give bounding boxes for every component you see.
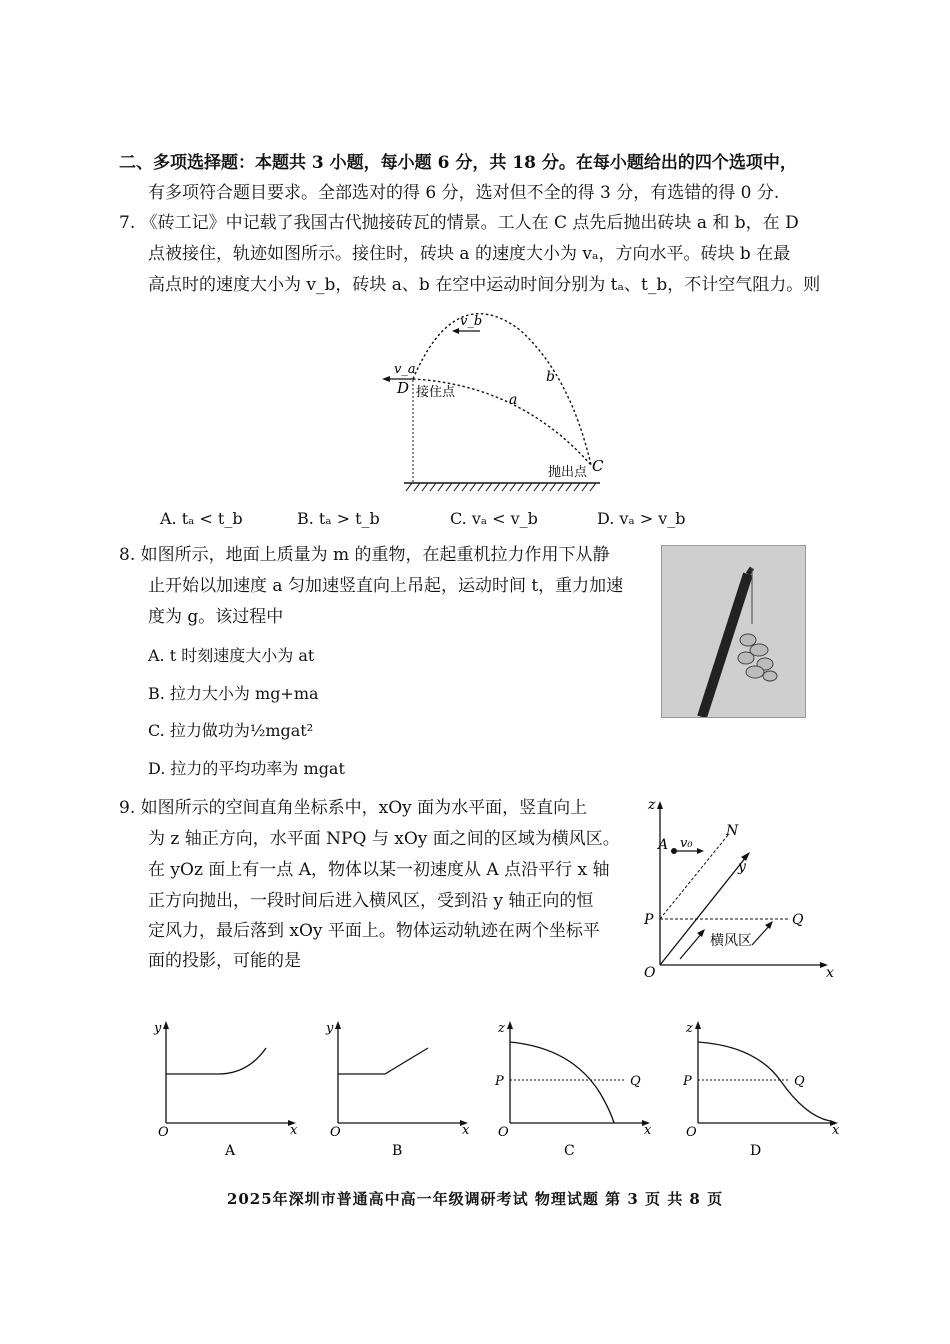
- q9-label-y: y: [738, 859, 746, 875]
- q8-option-d[interactable]: D. 拉力的平均功率为 mgat: [148, 759, 345, 778]
- q7-label-b: b: [546, 369, 555, 385]
- q9-point-A: [671, 848, 677, 854]
- q8-text-line1: 8. 如图所示，地面上质量为 m 的重物，在起重机拉力作用下从静: [119, 545, 610, 565]
- q7-label-catch: 接住点: [416, 385, 456, 400]
- q9-graph-c-Q: Q: [630, 1074, 641, 1089]
- q9-graph-c-P: P: [495, 1074, 504, 1089]
- q9-graph-b[interactable]: [320, 1018, 480, 1163]
- q9-text-line6: 面的投影，可能的是: [148, 951, 301, 971]
- q9-graph-d-zaxis: z: [686, 1021, 693, 1036]
- q9-graph-c[interactable]: [492, 1018, 662, 1163]
- crane-photo: [661, 545, 806, 718]
- q9-graph-d-Q: Q: [794, 1074, 805, 1089]
- q9-label-P: P: [644, 912, 654, 928]
- q7-va-arrow: [382, 376, 390, 382]
- q8-option-a[interactable]: A. t 时刻速度大小为 at: [148, 646, 315, 665]
- q9-graph-a-xaxis: x: [290, 1123, 298, 1138]
- q7-label-va: v_a: [394, 362, 416, 377]
- page-footer: 2025年深圳市普通高中高一年级调研考试 物理试题 第 3 页 共 8 页: [226, 1190, 724, 1208]
- q7-option-b[interactable]: B. tₐ > t_b: [297, 509, 380, 528]
- q9-graph-a-yaxis: y: [154, 1021, 162, 1036]
- q7-option-d[interactable]: D. vₐ > v_b: [597, 509, 686, 528]
- q9-graph-d-curve: [698, 1042, 830, 1121]
- q9-label-O: O: [644, 965, 656, 980]
- q9-text-line1: 9. 如图所示的空间直角坐标系中，xOy 面为水平面，竖直向上: [119, 798, 588, 818]
- q9-graph-d-label: D: [750, 1143, 762, 1159]
- q9-graph-a[interactable]: [148, 1018, 308, 1163]
- q9-label-A: A: [658, 837, 669, 853]
- q9-text-line3: 在 yOz 面上有一点 A，物体以某一初速度从 A 点沿平行 x 轴: [148, 860, 610, 880]
- q7-trajectory-figure: [370, 305, 620, 495]
- q9-graph-a-curve: [166, 1048, 266, 1074]
- q9-graph-c-zaxis: z: [498, 1021, 505, 1036]
- q8-option-b[interactable]: B. 拉力大小为 mg+ma: [148, 684, 319, 703]
- q9-label-Q: Q: [792, 912, 804, 928]
- section-heading-line1: [119, 152, 797, 174]
- q7-label-a: a: [509, 392, 518, 408]
- q7-text-line2: 点被接住，轨迹如图所示。接住时，砖块 a 的速度大小为 vₐ，方向水平。砖块 b 在最: [148, 244, 791, 264]
- q9-label-z: z: [648, 797, 656, 813]
- q8-text-line3: 度为 g。该过程中: [148, 607, 284, 627]
- q9-graph-c-curve: [510, 1042, 614, 1123]
- q9-graph-c-xaxis: x: [644, 1123, 652, 1138]
- q9-graph-a-origin: O: [158, 1125, 169, 1140]
- q9-graph-c-label: C: [564, 1143, 575, 1159]
- q9-graph-d-xaxis: x: [832, 1123, 840, 1138]
- q9-graph-b-origin: O: [330, 1125, 341, 1140]
- q7-vb-arrow: [452, 328, 459, 334]
- q9-text-line2: 为 z 轴正方向，水平面 NPQ 与 xOy 面之间的区域为横风区。: [148, 829, 620, 849]
- section-heading-line2: 有多项符合题目要求。全部选对的得 6 分，选对但不全的得 3 分，有选错的得 0 分.: [148, 183, 780, 203]
- q7-option-c[interactable]: C. vₐ < v_b: [450, 509, 538, 528]
- q7-label-D: D: [397, 379, 410, 397]
- q9-coordinate-figure: [640, 795, 840, 980]
- q9-label-x: x: [826, 965, 834, 980]
- q9-graph-b-xaxis: x: [462, 1123, 470, 1138]
- q8-text-line2: 止开始以加速度 a 匀加速竖直向上吊起，运动时间 t，重力加速: [148, 576, 624, 596]
- q7-text-line1: 7. 《砖工记》中记载了我国古代抛接砖瓦的情景。工人在 C 点先后抛出砖块 a 和 b，在 D: [119, 213, 799, 233]
- q7-label-C: C: [592, 457, 604, 475]
- section-title: 二、多项选择题：本题共 3 小题，每小题 6 分，共 18 分。在每小题给出的四个选项中，: [119, 153, 797, 173]
- q9-graph-c-origin: O: [498, 1125, 509, 1140]
- q9-graph-a-label: A: [225, 1143, 236, 1159]
- q9-graph-d-origin: O: [686, 1125, 697, 1140]
- q9-label-v0: v₀: [680, 836, 693, 851]
- q9-label-zone: 横风区: [710, 933, 752, 949]
- q9-text-line4: 正方向抛出，一段时间后进入横风区，受到沿 y 轴正向的恒: [148, 891, 594, 911]
- q7-option-a[interactable]: A. tₐ < t_b: [160, 509, 243, 528]
- q7-label-vb: v_b: [460, 314, 483, 329]
- q8-option-c[interactable]: C. 拉力做功为½mgat²: [148, 721, 314, 740]
- q9-label-N: N: [726, 823, 739, 839]
- q9-graph-d-P: P: [683, 1074, 692, 1089]
- q9-graph-b-curve: [338, 1048, 428, 1074]
- q7-text-line3: 高点时的速度大小为 v_b，砖块 a、b 在空中运动时间分别为 tₐ、t_b，不计空气阻力。则: [148, 275, 821, 295]
- q9-text-line5: 定风力，最后落到 xOy 平面上。物体运动轨迹在两个坐标平: [148, 921, 600, 941]
- q9-graph-b-yaxis: y: [326, 1021, 334, 1036]
- q9-graph-d[interactable]: [680, 1018, 850, 1163]
- q9-graph-b-label: B: [392, 1143, 403, 1159]
- q7-label-throw: 抛出点: [548, 465, 588, 480]
